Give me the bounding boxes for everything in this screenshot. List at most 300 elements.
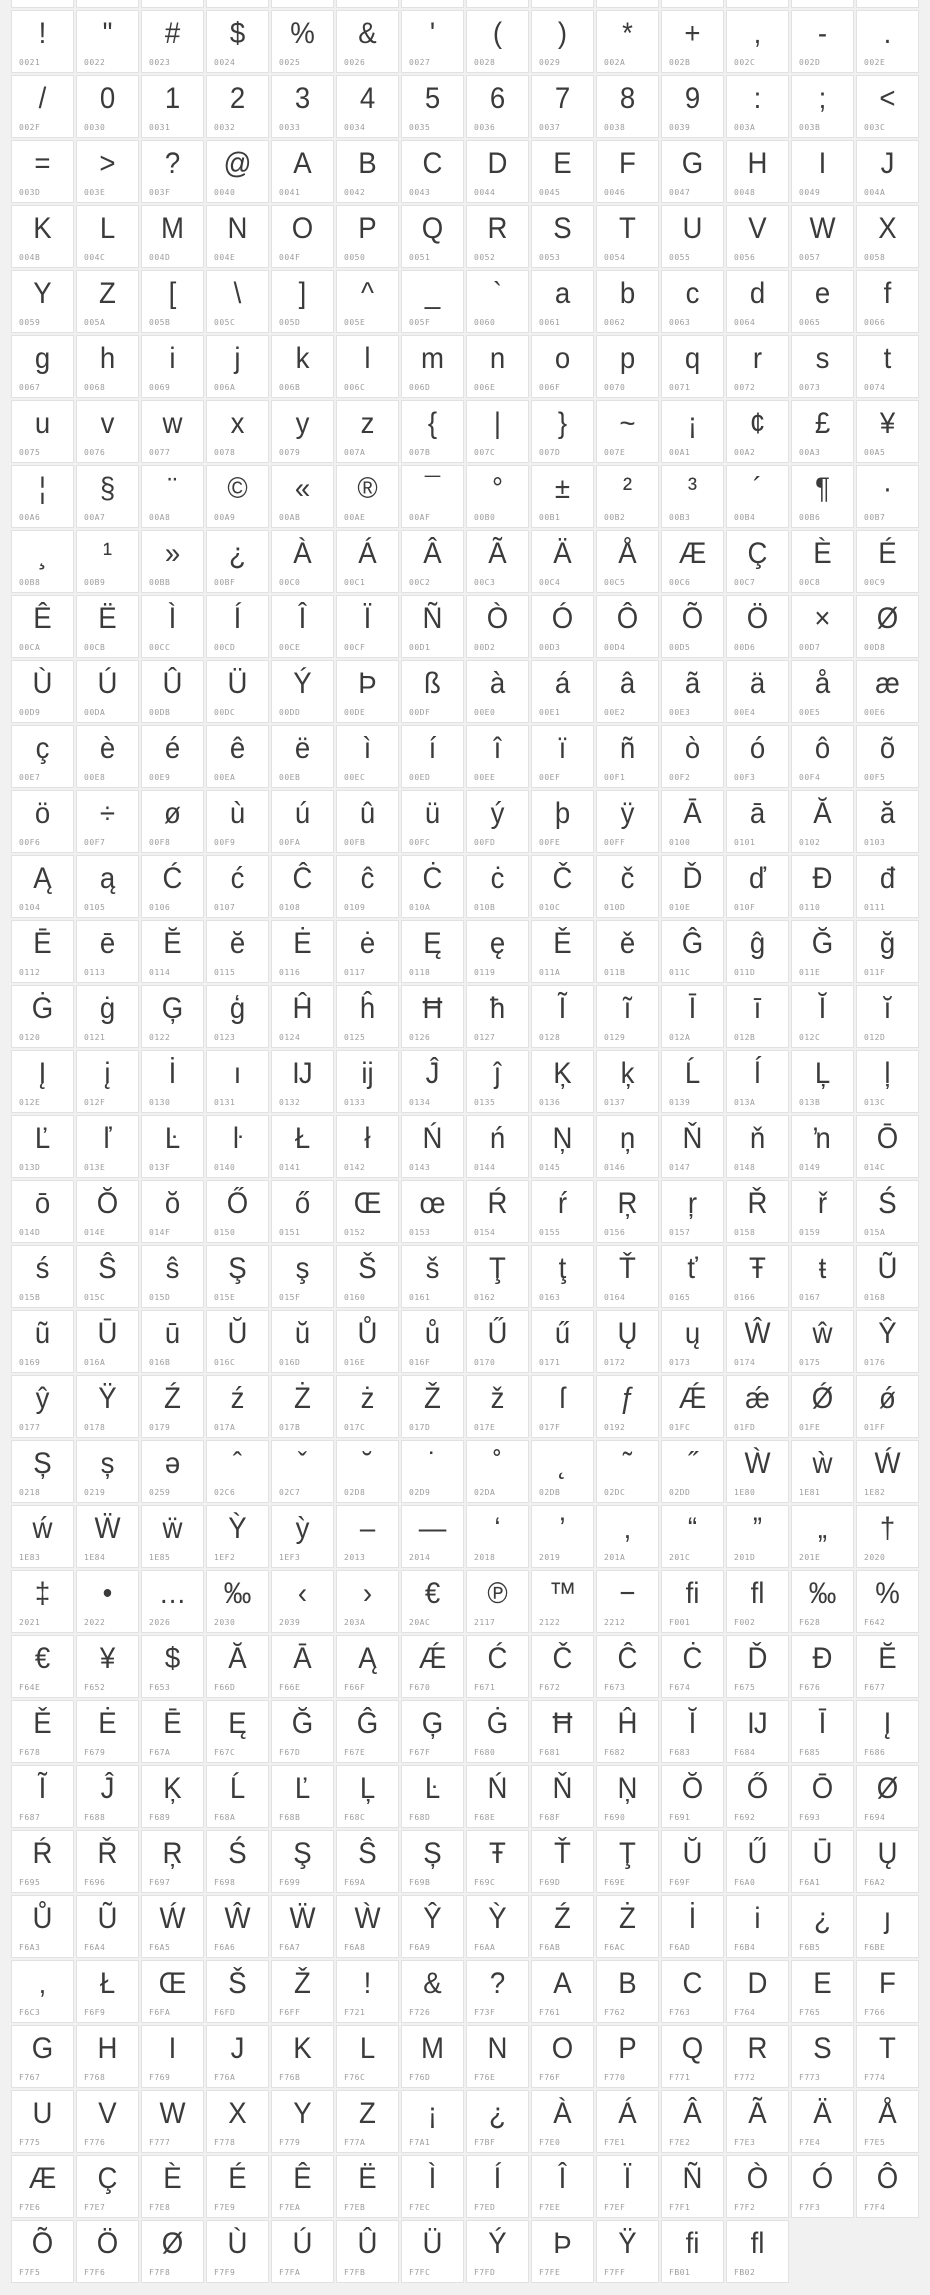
glyph-cell[interactable] (401, 2220, 464, 2283)
glyph-cell[interactable] (661, 530, 724, 593)
glyph-cell[interactable] (206, 595, 269, 658)
glyph-cell[interactable] (596, 335, 659, 398)
glyph-cell[interactable] (726, 75, 789, 138)
glyph-cell[interactable] (531, 1830, 594, 1893)
glyph-cell[interactable] (336, 2090, 399, 2153)
glyph-cell[interactable] (791, 465, 854, 528)
glyph-cell[interactable] (726, 595, 789, 658)
glyph-cell[interactable] (596, 2155, 659, 2218)
glyph-cell[interactable] (596, 920, 659, 983)
glyph-cell[interactable] (596, 1960, 659, 2023)
glyph-cell[interactable] (76, 205, 139, 268)
glyph-cell[interactable] (76, 725, 139, 788)
glyph-cell[interactable] (661, 855, 724, 918)
glyph-cell[interactable] (466, 530, 529, 593)
glyph-cell[interactable] (596, 1895, 659, 1958)
glyph-cell[interactable] (141, 790, 204, 853)
glyph-cell[interactable] (401, 530, 464, 593)
glyph-cell[interactable] (661, 790, 724, 853)
glyph-cell[interactable] (401, 75, 464, 138)
glyph-cell[interactable] (271, 1765, 334, 1828)
glyph-cell[interactable] (726, 465, 789, 528)
glyph-cell[interactable] (11, 1245, 74, 1308)
glyph-cell[interactable] (791, 660, 854, 723)
glyph-cell[interactable] (726, 1635, 789, 1698)
glyph-cell[interactable] (206, 2025, 269, 2088)
glyph-cell[interactable] (271, 530, 334, 593)
glyph-cell[interactable] (336, 1700, 399, 1763)
glyph-cell[interactable] (336, 270, 399, 333)
glyph-cell[interactable] (76, 1115, 139, 1178)
glyph-cell[interactable] (856, 1505, 919, 1568)
glyph-cell[interactable] (11, 1180, 74, 1243)
glyph-cell[interactable] (531, 205, 594, 268)
glyph-cell[interactable] (661, 1505, 724, 1568)
glyph-cell[interactable] (11, 1765, 74, 1828)
glyph-cell[interactable] (206, 205, 269, 268)
glyph-cell[interactable] (11, 790, 74, 853)
glyph-cell[interactable] (336, 1895, 399, 1958)
glyph-cell[interactable] (726, 2090, 789, 2153)
glyph-cell[interactable] (791, 205, 854, 268)
glyph-cell[interactable] (271, 1050, 334, 1113)
glyph-cell[interactable] (466, 75, 529, 138)
glyph-cell[interactable] (271, 1245, 334, 1308)
glyph-cell[interactable] (141, 10, 204, 73)
glyph-cell[interactable] (401, 1115, 464, 1178)
glyph-cell[interactable] (271, 1310, 334, 1373)
glyph-cell[interactable] (11, 2025, 74, 2088)
glyph-cell[interactable] (726, 270, 789, 333)
glyph-cell[interactable] (791, 335, 854, 398)
glyph-cell[interactable] (856, 2090, 919, 2153)
glyph-cell[interactable] (271, 1830, 334, 1893)
glyph-cell[interactable] (141, 1310, 204, 1373)
glyph-cell[interactable] (271, 1895, 334, 1958)
glyph-cell[interactable] (726, 790, 789, 853)
glyph-cell[interactable] (141, 1375, 204, 1438)
glyph-cell[interactable] (206, 1180, 269, 1243)
glyph-cell[interactable] (11, 920, 74, 983)
glyph-cell[interactable] (661, 1960, 724, 2023)
glyph-cell[interactable] (141, 920, 204, 983)
glyph-cell[interactable] (726, 1830, 789, 1893)
glyph-cell[interactable] (726, 1245, 789, 1308)
glyph-cell[interactable] (141, 205, 204, 268)
glyph-cell[interactable] (726, 140, 789, 203)
glyph-cell[interactable] (531, 1440, 594, 1503)
glyph-cell[interactable] (791, 2090, 854, 2153)
glyph-cell[interactable] (11, 1635, 74, 1698)
glyph-cell[interactable] (661, 1180, 724, 1243)
glyph-cell[interactable] (661, 1310, 724, 1373)
glyph-cell[interactable] (401, 2025, 464, 2088)
glyph-cell[interactable] (336, 1765, 399, 1828)
glyph-cell[interactable] (596, 400, 659, 463)
glyph-cell[interactable] (271, 790, 334, 853)
glyph-cell[interactable] (141, 2220, 204, 2283)
glyph-cell[interactable] (271, 1960, 334, 2023)
glyph-cell[interactable] (856, 140, 919, 203)
glyph-cell[interactable] (791, 1115, 854, 1178)
glyph-cell[interactable] (206, 1440, 269, 1503)
glyph-cell[interactable] (271, 2090, 334, 2153)
glyph-cell[interactable] (11, 335, 74, 398)
glyph-cell[interactable] (76, 1310, 139, 1373)
glyph-cell[interactable] (11, 985, 74, 1048)
glyph-cell[interactable] (596, 1310, 659, 1373)
glyph-cell[interactable] (596, 790, 659, 853)
glyph-cell[interactable] (791, 1895, 854, 1958)
glyph-cell[interactable] (206, 75, 269, 138)
glyph-cell[interactable] (76, 790, 139, 853)
glyph-cell[interactable] (791, 595, 854, 658)
glyph-cell[interactable] (271, 1440, 334, 1503)
glyph-cell[interactable] (466, 1635, 529, 1698)
glyph-cell[interactable] (141, 1635, 204, 1698)
glyph-cell[interactable] (856, 920, 919, 983)
glyph-cell[interactable] (206, 1635, 269, 1698)
glyph-cell[interactable] (141, 335, 204, 398)
glyph-cell[interactable] (531, 660, 594, 723)
glyph-cell[interactable] (531, 140, 594, 203)
glyph-cell[interactable] (596, 1570, 659, 1633)
glyph-cell[interactable] (11, 530, 74, 593)
glyph-cell[interactable] (401, 985, 464, 1048)
glyph-cell[interactable] (596, 1180, 659, 1243)
glyph-cell[interactable] (271, 1505, 334, 1568)
glyph-cell[interactable] (206, 1700, 269, 1763)
glyph-cell[interactable] (206, 140, 269, 203)
glyph-cell[interactable] (856, 595, 919, 658)
glyph-cell[interactable] (271, 205, 334, 268)
glyph-cell[interactable] (141, 2155, 204, 2218)
glyph-cell[interactable] (791, 1050, 854, 1113)
glyph-cell[interactable] (466, 1050, 529, 1113)
glyph-cell[interactable] (856, 75, 919, 138)
glyph-cell[interactable] (76, 400, 139, 463)
glyph-cell[interactable] (531, 1635, 594, 1698)
glyph-cell[interactable] (141, 2025, 204, 2088)
glyph-cell[interactable] (76, 1960, 139, 2023)
glyph-cell[interactable] (401, 1180, 464, 1243)
glyph-cell[interactable] (531, 725, 594, 788)
glyph-cell[interactable] (11, 10, 74, 73)
glyph-cell[interactable] (11, 1700, 74, 1763)
glyph-cell[interactable] (271, 75, 334, 138)
glyph-cell[interactable] (791, 75, 854, 138)
glyph-cell[interactable] (466, 1180, 529, 1243)
glyph-cell[interactable] (466, 1440, 529, 1503)
glyph-cell[interactable] (271, 1180, 334, 1243)
glyph-cell[interactable] (141, 1180, 204, 1243)
glyph-cell[interactable] (596, 985, 659, 1048)
glyph-cell[interactable] (661, 1895, 724, 1958)
glyph-cell[interactable] (141, 140, 204, 203)
glyph-cell[interactable] (336, 400, 399, 463)
glyph-cell[interactable] (141, 465, 204, 528)
glyph-cell[interactable] (401, 2155, 464, 2218)
glyph-cell[interactable] (76, 1635, 139, 1698)
glyph-cell[interactable] (76, 660, 139, 723)
glyph-cell[interactable] (791, 400, 854, 463)
glyph-cell[interactable] (336, 2025, 399, 2088)
glyph-cell[interactable] (856, 1050, 919, 1113)
glyph-cell[interactable] (336, 1570, 399, 1633)
glyph-cell[interactable] (531, 530, 594, 593)
glyph-cell[interactable] (336, 725, 399, 788)
glyph-cell[interactable] (531, 1310, 594, 1373)
glyph-cell[interactable] (271, 1375, 334, 1438)
glyph-cell[interactable] (791, 2025, 854, 2088)
glyph-cell[interactable] (401, 1960, 464, 2023)
glyph-cell[interactable] (466, 1245, 529, 1308)
glyph-cell[interactable] (206, 790, 269, 853)
glyph-cell[interactable] (661, 2155, 724, 2218)
glyph-cell[interactable] (596, 530, 659, 593)
glyph-cell[interactable] (401, 10, 464, 73)
glyph-cell[interactable] (11, 660, 74, 723)
glyph-cell[interactable] (336, 1440, 399, 1503)
glyph-cell[interactable] (401, 1440, 464, 1503)
glyph-cell[interactable] (661, 1765, 724, 1828)
glyph-cell[interactable] (661, 1440, 724, 1503)
glyph-cell[interactable] (141, 985, 204, 1048)
glyph-cell[interactable] (206, 1765, 269, 1828)
glyph-cell[interactable] (791, 920, 854, 983)
glyph-cell[interactable] (206, 1505, 269, 1568)
glyph-cell[interactable] (791, 725, 854, 788)
glyph-cell[interactable] (76, 75, 139, 138)
glyph-cell[interactable] (791, 1180, 854, 1243)
glyph-cell[interactable] (336, 205, 399, 268)
glyph-cell[interactable] (466, 1960, 529, 2023)
glyph-cell[interactable] (466, 2025, 529, 2088)
glyph-cell[interactable] (466, 855, 529, 918)
glyph-cell[interactable] (531, 2090, 594, 2153)
glyph-cell[interactable] (466, 1700, 529, 1763)
glyph-cell[interactable] (531, 400, 594, 463)
glyph-cell[interactable] (206, 855, 269, 918)
glyph-cell[interactable] (11, 1050, 74, 1113)
glyph-cell[interactable] (531, 1765, 594, 1828)
glyph-cell[interactable] (11, 725, 74, 788)
glyph-cell[interactable] (466, 790, 529, 853)
glyph-cell[interactable] (596, 2090, 659, 2153)
glyph-cell[interactable] (141, 725, 204, 788)
glyph-cell[interactable] (206, 2090, 269, 2153)
glyph-cell[interactable] (856, 1245, 919, 1308)
glyph-cell[interactable] (791, 1700, 854, 1763)
glyph-cell[interactable] (141, 1895, 204, 1958)
glyph-cell[interactable] (531, 1960, 594, 2023)
glyph-cell[interactable] (76, 855, 139, 918)
glyph-cell[interactable] (531, 855, 594, 918)
glyph-cell[interactable] (271, 595, 334, 658)
glyph-cell[interactable] (11, 1570, 74, 1633)
glyph-cell[interactable] (336, 1310, 399, 1373)
glyph-cell[interactable] (76, 1895, 139, 1958)
glyph-cell[interactable] (11, 400, 74, 463)
glyph-cell[interactable] (856, 335, 919, 398)
glyph-cell[interactable] (791, 10, 854, 73)
glyph-cell[interactable] (336, 1505, 399, 1568)
glyph-cell[interactable] (856, 400, 919, 463)
glyph-cell[interactable] (401, 400, 464, 463)
glyph-cell[interactable] (856, 1310, 919, 1373)
glyph-cell[interactable] (596, 1375, 659, 1438)
glyph-cell[interactable] (596, 140, 659, 203)
glyph-cell[interactable] (401, 2090, 464, 2153)
glyph-cell[interactable] (336, 660, 399, 723)
glyph-cell[interactable] (206, 10, 269, 73)
glyph-cell[interactable] (466, 140, 529, 203)
glyph-cell[interactable] (661, 2025, 724, 2088)
glyph-cell[interactable] (76, 1050, 139, 1113)
glyph-cell[interactable] (466, 1830, 529, 1893)
glyph-cell[interactable] (791, 530, 854, 593)
glyph-cell[interactable] (726, 1960, 789, 2023)
glyph-cell[interactable] (76, 595, 139, 658)
glyph-cell[interactable] (596, 855, 659, 918)
glyph-cell[interactable] (661, 595, 724, 658)
glyph-cell[interactable] (206, 725, 269, 788)
glyph-cell[interactable] (856, 1635, 919, 1698)
glyph-cell[interactable] (661, 1570, 724, 1633)
glyph-cell[interactable] (401, 1050, 464, 1113)
glyph-cell[interactable] (531, 595, 594, 658)
glyph-cell[interactable] (791, 1375, 854, 1438)
glyph-cell[interactable] (11, 2220, 74, 2283)
glyph-cell[interactable] (856, 1375, 919, 1438)
glyph-cell[interactable] (726, 920, 789, 983)
glyph-cell[interactable] (11, 2090, 74, 2153)
glyph-cell[interactable] (11, 855, 74, 918)
glyph-cell[interactable] (856, 1765, 919, 1828)
glyph-cell[interactable] (271, 920, 334, 983)
glyph-cell[interactable] (76, 920, 139, 983)
glyph-cell[interactable] (76, 1375, 139, 1438)
glyph-cell[interactable] (791, 1765, 854, 1828)
glyph-cell[interactable] (206, 1895, 269, 1958)
glyph-cell[interactable] (661, 725, 724, 788)
glyph-cell[interactable] (596, 1635, 659, 1698)
glyph-cell[interactable] (11, 75, 74, 138)
glyph-cell[interactable] (336, 985, 399, 1048)
glyph-cell[interactable] (596, 1700, 659, 1763)
glyph-cell[interactable] (336, 1375, 399, 1438)
glyph-cell[interactable] (531, 1895, 594, 1958)
glyph-cell[interactable] (856, 725, 919, 788)
glyph-cell[interactable] (271, 1570, 334, 1633)
glyph-cell[interactable] (856, 1180, 919, 1243)
glyph-cell[interactable] (661, 1245, 724, 1308)
glyph-cell[interactable] (336, 1050, 399, 1113)
glyph-cell[interactable] (401, 1765, 464, 1828)
glyph-cell[interactable] (206, 1245, 269, 1308)
glyph-cell[interactable] (856, 2025, 919, 2088)
glyph-cell[interactable] (271, 1700, 334, 1763)
glyph-cell[interactable] (596, 1050, 659, 1113)
glyph-cell[interactable] (661, 1830, 724, 1893)
glyph-cell[interactable] (466, 595, 529, 658)
glyph-cell[interactable] (726, 10, 789, 73)
glyph-cell[interactable] (336, 2220, 399, 2283)
glyph-cell[interactable] (11, 1440, 74, 1503)
glyph-cell[interactable] (856, 2155, 919, 2218)
glyph-cell[interactable] (726, 1050, 789, 1113)
glyph-cell[interactable] (856, 1115, 919, 1178)
glyph-cell[interactable] (76, 1505, 139, 1568)
glyph-cell[interactable] (141, 1700, 204, 1763)
glyph-cell[interactable] (661, 400, 724, 463)
glyph-cell[interactable] (271, 465, 334, 528)
glyph-cell[interactable] (531, 2025, 594, 2088)
glyph-cell[interactable] (401, 1375, 464, 1438)
glyph-cell[interactable] (141, 270, 204, 333)
glyph-cell[interactable] (531, 985, 594, 1048)
glyph-cell[interactable] (856, 1895, 919, 1958)
glyph-cell[interactable] (466, 2155, 529, 2218)
glyph-cell[interactable] (596, 2025, 659, 2088)
glyph-cell[interactable] (271, 140, 334, 203)
glyph-cell[interactable] (336, 855, 399, 918)
glyph-cell[interactable] (336, 10, 399, 73)
glyph-cell[interactable] (791, 1245, 854, 1308)
glyph-cell[interactable] (76, 1765, 139, 1828)
glyph-cell[interactable] (141, 1570, 204, 1633)
glyph-cell[interactable] (531, 1570, 594, 1633)
glyph-cell[interactable] (141, 1765, 204, 1828)
glyph-cell[interactable] (76, 465, 139, 528)
glyph-cell[interactable] (271, 270, 334, 333)
glyph-cell[interactable] (856, 1830, 919, 1893)
glyph-cell[interactable] (596, 660, 659, 723)
glyph-cell[interactable] (596, 205, 659, 268)
glyph-cell[interactable] (141, 1440, 204, 1503)
glyph-cell[interactable] (726, 1700, 789, 1763)
glyph-cell[interactable] (206, 1115, 269, 1178)
glyph-cell[interactable] (401, 140, 464, 203)
glyph-cell[interactable] (661, 2090, 724, 2153)
glyph-cell[interactable] (531, 335, 594, 398)
glyph-cell[interactable] (661, 465, 724, 528)
glyph-cell[interactable] (11, 270, 74, 333)
glyph-cell[interactable] (401, 1310, 464, 1373)
glyph-cell[interactable] (466, 400, 529, 463)
glyph-cell[interactable] (11, 595, 74, 658)
glyph-cell[interactable] (141, 1505, 204, 1568)
glyph-cell[interactable] (791, 1960, 854, 2023)
glyph-cell[interactable] (336, 790, 399, 853)
glyph-cell[interactable] (11, 1310, 74, 1373)
glyph-cell[interactable] (401, 790, 464, 853)
glyph-cell[interactable] (661, 270, 724, 333)
glyph-cell[interactable] (596, 1245, 659, 1308)
glyph-cell[interactable] (466, 985, 529, 1048)
glyph-cell[interactable] (726, 2155, 789, 2218)
glyph-cell[interactable] (206, 1310, 269, 1373)
glyph-cell[interactable] (76, 1245, 139, 1308)
glyph-cell[interactable] (76, 1180, 139, 1243)
glyph-cell[interactable] (206, 1960, 269, 2023)
glyph-cell[interactable] (206, 1050, 269, 1113)
glyph-cell[interactable] (596, 270, 659, 333)
glyph-cell[interactable] (791, 855, 854, 918)
glyph-cell[interactable] (336, 465, 399, 528)
glyph-cell[interactable] (401, 205, 464, 268)
glyph-cell[interactable] (141, 75, 204, 138)
